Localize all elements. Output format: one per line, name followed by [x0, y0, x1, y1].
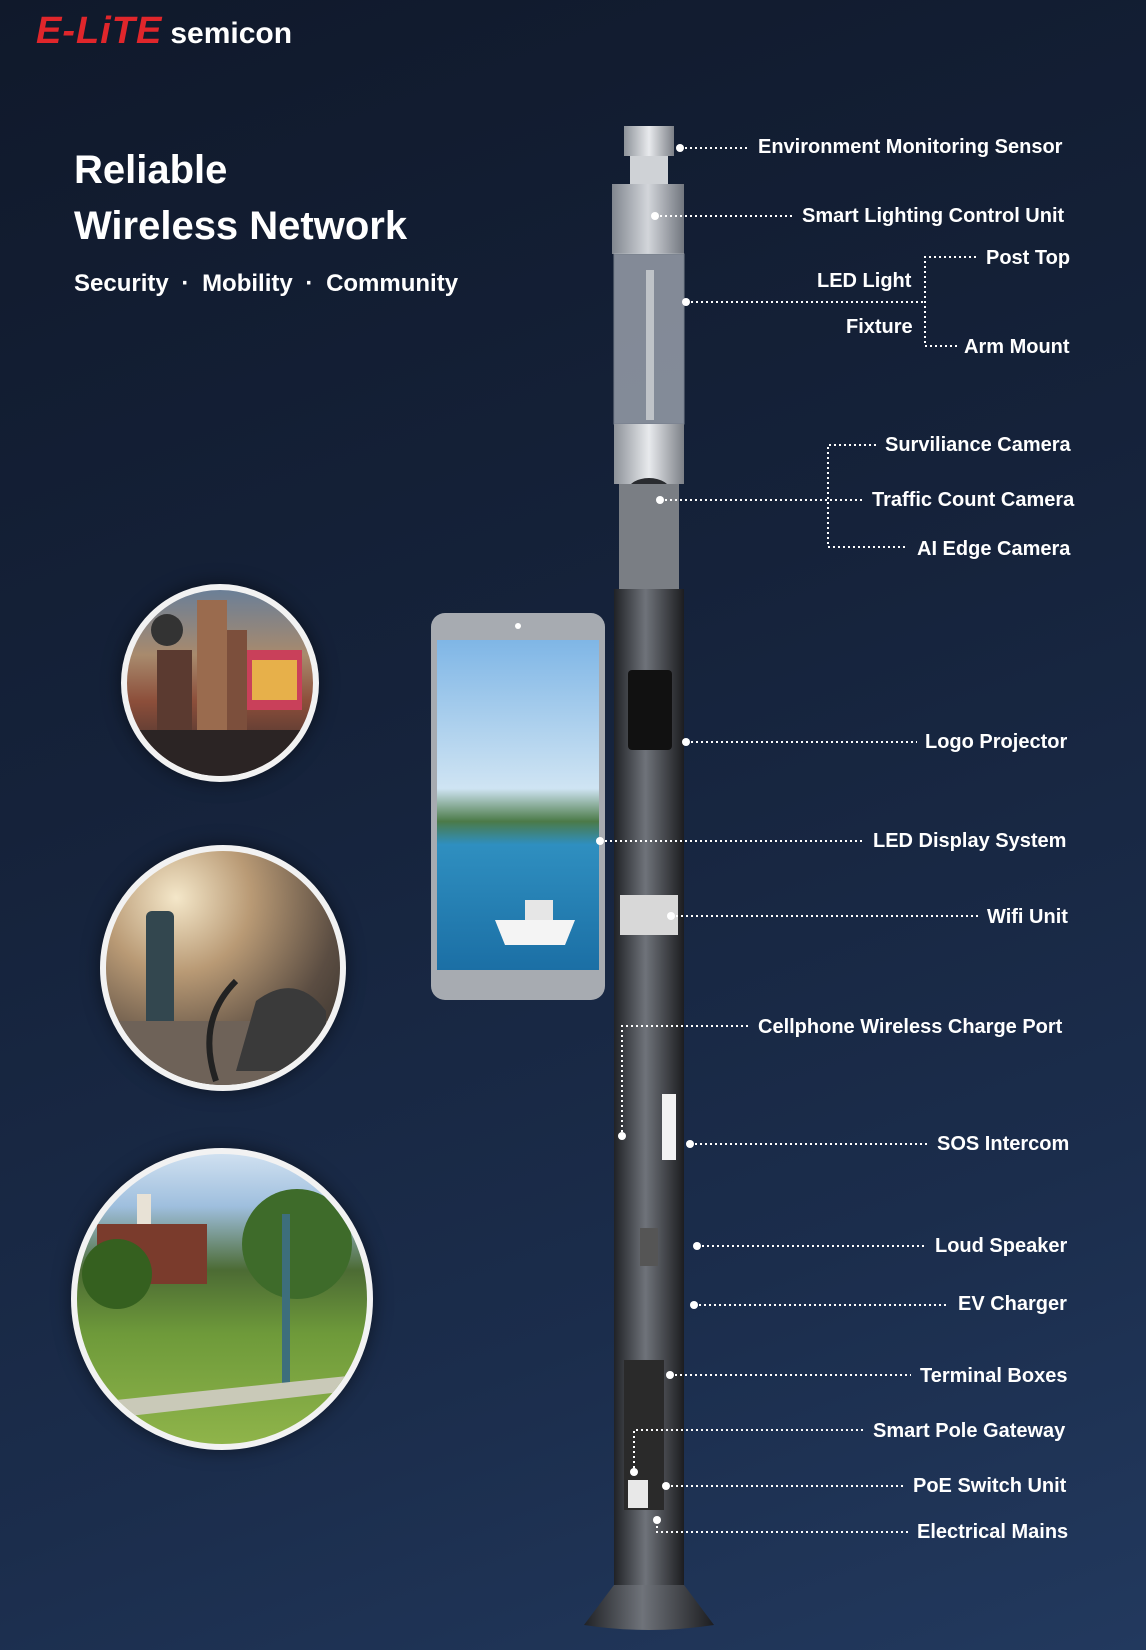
speaker-shape: [640, 1228, 658, 1266]
label-gateway: Smart Pole Gateway: [873, 1420, 1066, 1442]
label-wifi-unit: Wifi Unit: [987, 906, 1068, 928]
label-traffic-camera: Traffic Count Camera: [872, 489, 1075, 511]
label-fixture: Fixture: [846, 316, 913, 338]
led-display-shape: [431, 613, 605, 1000]
tagline-separator: ·: [181, 270, 190, 297]
camera-housing-shape: [614, 424, 684, 484]
sos-intercom-shape: [662, 1094, 676, 1160]
label-logo-projector: Logo Projector: [925, 731, 1068, 753]
label-sos-intercom: SOS Intercom: [937, 1133, 1070, 1155]
label-ai-edge-camera: AI Edge Camera: [917, 538, 1071, 560]
title-line-2: Wireless Network: [74, 204, 408, 248]
label-poe-switch: PoE Switch Unit: [913, 1475, 1067, 1497]
label-arm-mount: Arm Mount: [964, 336, 1070, 358]
label-loud-speaker: Loud Speaker: [935, 1235, 1068, 1257]
label-environment-sensor: Environment Monitoring Sensor: [758, 136, 1063, 158]
label-post-top: Post Top: [986, 247, 1071, 269]
tagline-separator: ·: [305, 270, 314, 297]
poe-switch-shape: [628, 1480, 648, 1508]
environment-sensor-shape: [624, 126, 674, 184]
title-line-1: Reliable: [74, 148, 228, 192]
label-electrical-mains: Electrical Mains: [917, 1521, 1069, 1543]
label-surveillance-camera: Surviliance Camera: [885, 434, 1071, 456]
logo-name: semicon: [170, 17, 293, 50]
label-ev-charger: EV Charger: [958, 1293, 1067, 1315]
label-led-display: LED Display System: [873, 830, 1067, 852]
logo-brand: E-LiTE: [36, 10, 163, 52]
lighting-control-shape: [612, 184, 684, 254]
label-terminal-boxes: Terminal Boxes: [920, 1365, 1068, 1387]
logo-projector-shape: [628, 670, 672, 750]
label-led-light: LED Light: [817, 270, 912, 292]
tagline-mobility: Mobility: [202, 270, 293, 297]
label-smart-lighting: Smart Lighting Control Unit: [802, 205, 1065, 227]
tagline-community: Community: [326, 270, 459, 297]
led-light-core: [646, 270, 654, 420]
label-wireless-charge: Cellphone Wireless Charge Port: [758, 1016, 1063, 1038]
pole-base-shape: [584, 1585, 714, 1630]
tagline-security: Security: [74, 270, 169, 297]
